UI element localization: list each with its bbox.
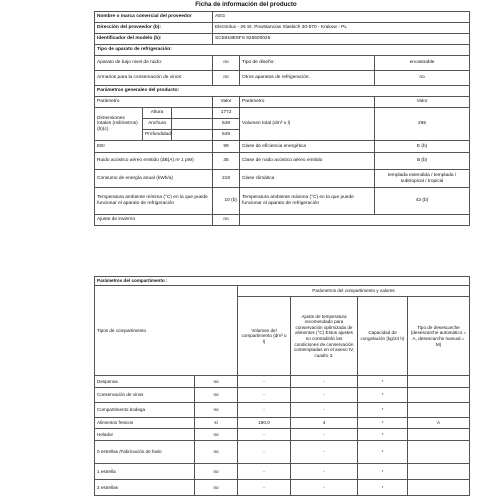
col-value-left: Valor (213, 97, 240, 108)
compartments-table (94, 276, 470, 496)
other-appliance-label: Otros aparatos de refrigeración: (240, 71, 375, 86)
supplier-name-value: AEG (213, 12, 470, 23)
compartment-defrost (408, 403, 470, 418)
col-volume: Volumen del compartimento (dm³ o l) (238, 297, 291, 376)
col-defrost: Tipo de desescarche (desescarche automático = A, desescarche manual = M) (408, 297, 470, 376)
compartment-volume: - (238, 441, 291, 464)
compartment-capacity: * (358, 376, 408, 388)
other-appliance-value: no (375, 71, 470, 86)
compartment-defrost (408, 480, 470, 496)
climate-class-value: templada extendida / templada / subtropical / tropical (375, 170, 470, 188)
col-temp: Ajuste de temperatura recomendado para conservación optimizada de alimentos (°C) Estos ajustes no contradirán las condiciones de conservación contempladas en el anexo IV, cuadro 3. (291, 297, 358, 376)
compartment-params-header: Parámetros del compartimento y valores (238, 286, 470, 297)
compartment-volume: - (238, 388, 291, 403)
compartments-heading: Parámetros del compartimento : (95, 277, 470, 286)
compartment-name: 2 estrellas (95, 480, 195, 496)
min-temp-value: 10 (b) (213, 188, 240, 215)
max-temp-label: Temperatura ambiente máxima (°C) en la que puede funcionar el aparato de refrigeración (240, 188, 375, 215)
depth-value: 549 (213, 130, 240, 141)
width-value: 548 (213, 119, 240, 130)
consumption-label: Consumo de energía anual (kWh/a) (95, 170, 213, 188)
compartment-volume: - (238, 429, 291, 441)
appliance-type-heading: Tipo de aparato de refrigeración: (95, 45, 470, 56)
compartment-capacity: * (358, 418, 408, 429)
eei-value: 99 (213, 141, 240, 153)
compartment-temp: - (291, 480, 358, 496)
compartment-name: Conservación de vinos (95, 388, 195, 403)
compartment-present: no (195, 441, 238, 464)
model-id-value: SCE818E5FS 925500025 (213, 34, 470, 45)
wine-storage-label: Armarios para la conservación de vinos: (95, 71, 213, 86)
compartment-defrost (408, 376, 470, 388)
model-id-label: Identificador del modelo (b): (95, 34, 213, 45)
dimensions-label: Dimensiones totales (milímetros) (b)(c) (95, 108, 143, 141)
col-param-right: Parámetro (240, 97, 375, 108)
energy-class-value: E (b) (375, 141, 470, 153)
total-volume-label: Volumen total (dm³ o l) (240, 108, 375, 141)
noise-label: Ruido acústico aéreo emitido (dB(A) re 1 pW) (95, 153, 213, 170)
compartment-present: no (195, 388, 238, 403)
page-title: Ficha de información del producto (195, 1, 297, 8)
col-capacity: Capacidad de congelación (kg/24 h) (358, 297, 408, 376)
compartment-present: sí (195, 418, 238, 429)
compartment-volume: - (238, 480, 291, 496)
compartment-capacity: * (358, 441, 408, 464)
compartment-present: no (195, 429, 238, 441)
total-volume-value: 265 (375, 108, 470, 141)
noise-value: 35 (213, 153, 240, 170)
product-info-table (94, 11, 470, 226)
compartment-present: no (195, 376, 238, 388)
compartment-temp: - (291, 429, 358, 441)
height-value: 1772 (213, 108, 240, 119)
eei-label: EEI (95, 141, 213, 153)
col-compartment-type: Tipos de compartimento (95, 286, 238, 376)
supplier-name-label: Nombre o marca comercial del proveedor (95, 12, 213, 23)
compartment-defrost (408, 464, 470, 480)
energy-class-label: Clase de eficiencia energética (240, 141, 375, 153)
compartment-defrost: A (408, 418, 470, 429)
compartment-volume: - (238, 464, 291, 480)
compartment-temp: 4 (291, 418, 358, 429)
winter-setting-value: no (213, 215, 240, 226)
compartment-capacity: * (358, 403, 408, 418)
compartment-volume: - (238, 376, 291, 388)
low-noise-label: Aparato de bajo nivel de ruido: (95, 56, 213, 71)
compartment-present: no (195, 464, 238, 480)
compartment-volume: - (238, 403, 291, 418)
col-value-right: Valor (375, 97, 470, 108)
compartment-defrost (408, 441, 470, 464)
compartment-capacity: * (358, 480, 408, 496)
consumption-value: 218 (213, 170, 240, 188)
compartment-name: 0 estrellas /Fabricación de hielo (95, 441, 195, 464)
col-param-left: Parámetro (95, 97, 213, 108)
width-label: Anchura (143, 119, 172, 130)
compartment-name: Compartimento bodega (95, 403, 195, 418)
supplier-address-value: Electrolux - 26 St. Powstancow Slaskich 30-570 - Krakow - PL (213, 23, 470, 34)
design-type-value: encastrable (375, 56, 470, 71)
compartment-capacity: * (358, 388, 408, 403)
max-temp-value: 43 (b) (375, 188, 470, 215)
compartment-temp: - (291, 441, 358, 464)
wine-storage-value: no (213, 71, 240, 86)
compartment-name: Helador (95, 429, 195, 441)
compartment-temp: - (291, 464, 358, 480)
winter-setting-label: Ajuste de invierno (95, 215, 213, 226)
low-noise-value: no (213, 56, 240, 71)
noise-class-value: B (b) (375, 153, 470, 170)
supplier-address-label: Dirección del proveedor (b): (95, 23, 213, 34)
climate-class-label: Clase climática (240, 170, 375, 188)
min-temp-label: Temperatura ambiente mínima (°C) en la que puede funcionar el aparato de refrigeración (95, 188, 213, 215)
noise-class-label: Clase de ruido acústico aéreo emitido (240, 153, 375, 170)
compartment-capacity: * (358, 464, 408, 480)
compartment-name: Despensa (95, 376, 195, 388)
design-type-label: Tipo de diseño: (240, 56, 375, 71)
compartment-volume: 190,0 (238, 418, 291, 429)
compartment-defrost (408, 388, 470, 403)
general-params-heading: Parámetros generales del producto: (95, 86, 470, 97)
depth-label: Profundidad (143, 130, 172, 141)
compartment-capacity: * (358, 429, 408, 441)
compartment-temp: - (291, 388, 358, 403)
compartment-temp: - (291, 403, 358, 418)
compartment-present: no (195, 480, 238, 496)
compartment-name: Alimentos frescos (95, 418, 195, 429)
height-label: Altura (143, 108, 172, 119)
compartment-defrost (408, 429, 470, 441)
compartment-name: 1 estrella (95, 464, 195, 480)
compartment-temp: - (291, 376, 358, 388)
compartment-present: no (195, 403, 238, 418)
